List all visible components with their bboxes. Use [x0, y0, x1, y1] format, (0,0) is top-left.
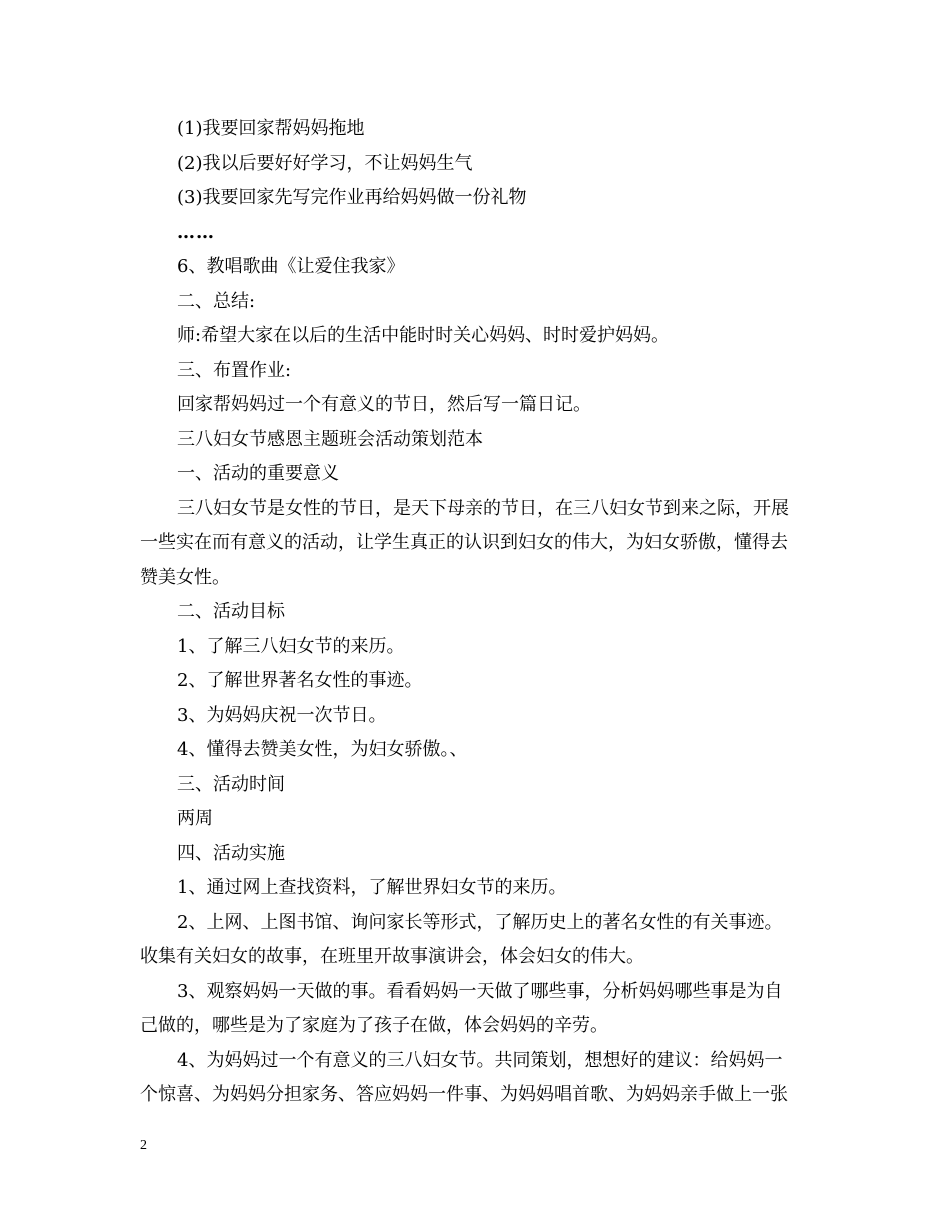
paragraph-line: 两周 [177, 808, 213, 829]
document-title: 三八妇女节感恩主题班会活动策划范本 [177, 428, 483, 450]
list-item: 3、观察妈妈一天做的事。看看妈妈一天做了哪些事，分析妈妈哪些事是为自 [177, 980, 783, 1002]
paragraph-line: (2)我以后要好好学习，不让妈妈生气 [177, 152, 473, 174]
section-heading: 二、总结: [177, 290, 256, 312]
paragraph-line: 个惊喜、为妈妈分担家务、答应妈妈一件事、为妈妈唱首歌、为妈妈亲手做上一张 [140, 1084, 788, 1105]
list-item: 4、懂得去赞美女性，为妇女骄傲。、 [177, 739, 468, 760]
paragraph-line: (1)我要回家帮妈妈拖地 [177, 118, 365, 139]
paragraph-line: 师:希望大家在以后的生活中能时时关心妈妈、时时爱护妈妈。 [177, 325, 670, 346]
ellipsis-line: …… [177, 221, 215, 243]
section-heading: 三、布置作业: [177, 359, 292, 381]
paragraph-line: 赞美女性。 [140, 566, 230, 588]
document-body [140, 112, 816, 1113]
list-item: 1、通过网上查找资料，了解世界妇女节的来历。 [177, 877, 567, 898]
page-number: 2 [140, 1138, 147, 1153]
paragraph-line: 6、教唱歌曲《让爱住我家》 [177, 256, 405, 277]
paragraph-line: 收集有关妇女的故事，在班里开故事演讲会，体会妇女的伟大。 [140, 946, 644, 967]
list-item: 1、了解三八妇女节的来历。 [177, 635, 405, 657]
paragraph-line: 回家帮妈妈过一个有意义的节日，然后写一篇日记。 [177, 394, 591, 415]
section-heading: 三、活动时间 [177, 773, 285, 795]
paragraph-line: (3)我要回家先写完作业再给妈妈做一份礼物 [177, 187, 527, 208]
list-item: 2、了解世界著名女性的事迹。 [177, 670, 423, 691]
paragraph-line: 一些实在而有意义的活动，让学生真正的认识到妇女的伟大，为妇女骄傲，懂得去 [140, 532, 788, 553]
paragraph-line: 三八妇女节是女性的节日，是天下母亲的节日，在三八妇女节到来之际，开展 [177, 497, 789, 519]
section-heading: 一、活动的重要意义 [177, 463, 339, 484]
list-item: 3、为妈妈庆祝一次节日。 [177, 704, 387, 726]
list-item: 4、为妈妈过一个有意义的三八妇女节。共同策划，想想好的建议：给妈妈一 [177, 1049, 783, 1071]
section-heading: 二、活动目标 [177, 601, 285, 622]
section-heading: 四、活动实施 [177, 842, 285, 864]
list-item: 2、上网、上图书馆、询问家长等形式，了解历史上的著名女性的有关事迹。 [177, 911, 783, 933]
paragraph-line: 己做的，哪些是为了家庭为了孩子在做，体会妈妈的辛劳。 [140, 1015, 608, 1036]
